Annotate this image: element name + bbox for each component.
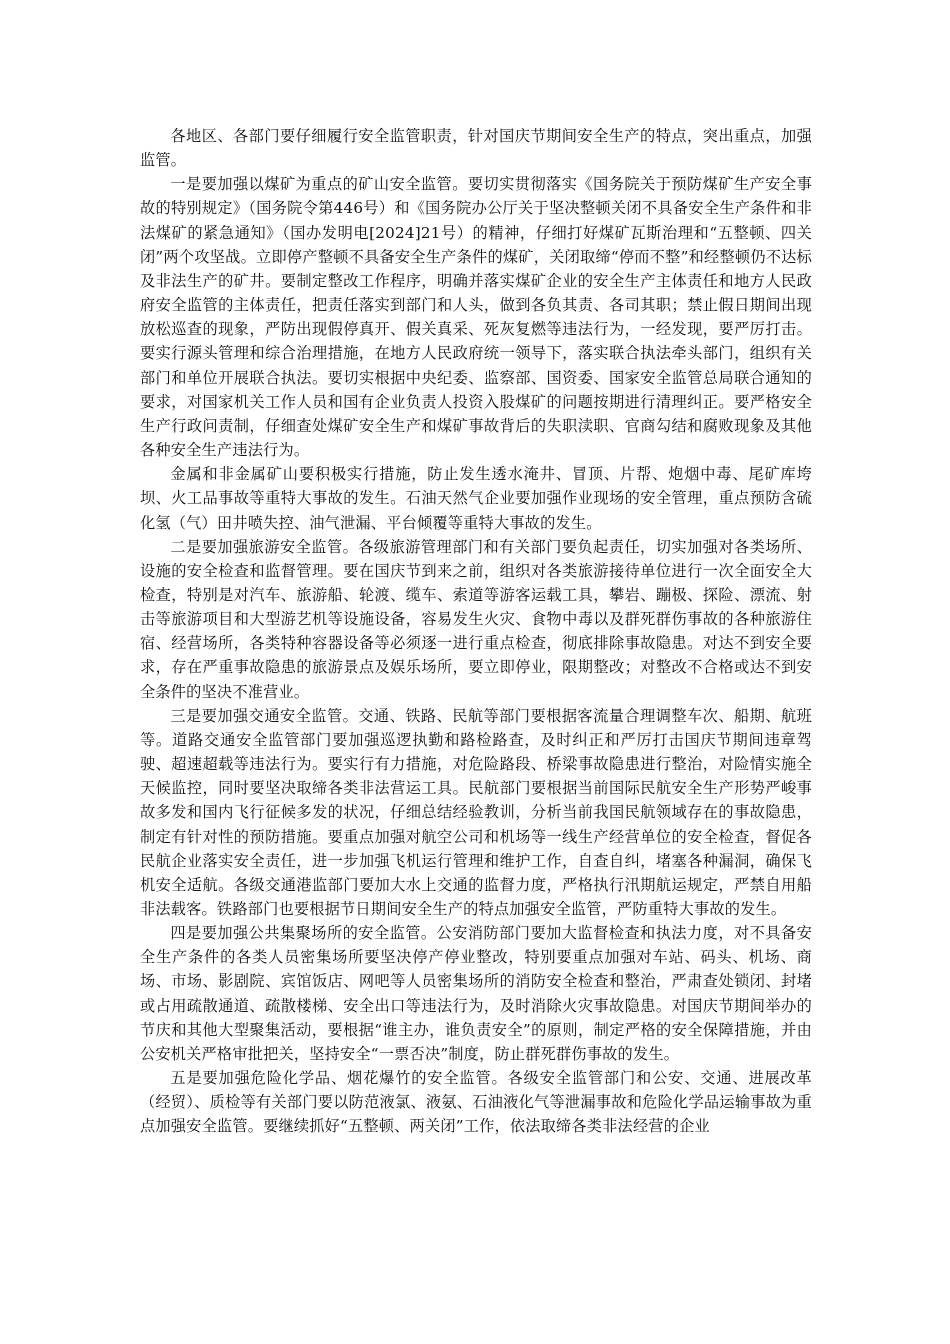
paragraph-intro: 各地区、各部门要仔细履行安全监管职责，针对国庆节期间安全生产的特点，突出重点，加强监管。 bbox=[140, 127, 812, 170]
paragraph-mine-safety: 一是要加强以煤矿为重点的矿山安全监管。要切实贯彻落实《国务院关于预防煤矿生产安全事故的特别规定》（国务院令第446号）和《国务院办公厅关于坚决整顿关闭不具备安全生产条件和非法煤矿的紧急通知》（国办发明电[2024]21号）的精神，仔细打好煤矿瓦斯治理和“五整顿、四关闭”两个攻坚战。立即停产整顿不具备安全生产条件的煤矿，关闭取缔“停而不整”和经整顿仍不达标及非法生产的矿井。要制定整改工作程序，明确并落实煤矿企业的安全生产主体责任和地方人民政府安全监管的主体责任，把责任落实到部门和人头，做到各负其责、各司其职；禁止假日期间出现放松巡查的现象，严防出现假停真开、假关真采、死灰复燃等违法行为，一经发现，要严厉打击。要实行源头管理和综合治理措施，在地方人民政府统一领导下，落实联合执法牵头部门，组织有关部门和单位开展联合执法。要切实根据中央纪委、监察部、国资委、国家安全监管总局联合通知的要求，对国家机关工作人员和国有企业负责人投资入股煤矿的问题按期进行清理纠正。要严格安全生产行政问责制，仔细查处煤矿安全生产和煤矿事故背后的失职渎职、官商勾结和腐败现象及其他各种安全生产违法行为。 bbox=[140, 175, 812, 460]
paragraph-traffic-safety: 三是要加强交通安全监管。交通、铁路、民航等部门要根据客流量合理调整车次、船期、航班等。道路交通安全监管部门要加强巡逻执勤和路检路查，及时纠正和严厉打击国庆节期间违章驾驶、超速超载等违法行为。要实行有力措施，对危险路段、桥梁事故隐患进行整治，对险情实施全天候监控，同时要坚决取缔各类非法营运工具。民航部门要根据当前国际民航安全生产形势严峻事故多发和国内飞行征候多发的状况，仔细总结经验教训，分析当前我国民航领域存在的事故隐患，制定有针对性的预防措施。要重点加强对航空公司和机场等一线生产经营单位的安全检查，督促各民航企业落实安全责任，进一步加强飞机运行管理和维护工作，自查自纠，堵塞各种漏洞，确保飞机安全适航。各级交通港监部门要加大水上交通的监督力度，严格执行汛期航运规定，严禁自用船非法载客。铁路部门也要根据节日期间安全生产的特点加强安全监管，严防重特大事故的发生。 bbox=[140, 706, 812, 918]
document-body bbox=[140, 124, 812, 1139]
paragraph-metal-mines: 金属和非金属矿山要积极实行措施，防止发生透水淹井、冒顶、片帮、炮烟中毒、尾矿库垮坝、火工品事故等重特大事故的发生。石油天然气企业要加强作业现场的安全管理，重点预防含硫化氢（气）田井喷失控、油气泄漏、平台倾覆等重特大事故的发生。 bbox=[140, 465, 812, 532]
paragraph-hazardous-chemicals: 五是要加强危险化学品、烟花爆竹的安全监管。各级安全监管部门和公安、交通、进展改革（经贸）、质检等有关部门要以防范液氯、液氨、石油液化气等泄漏事故和危险化学品运输事故为重点加强安全监管。要继续抓好“五整顿、两关闭”工作，依法取缔各类非法经营的企业 bbox=[140, 1069, 812, 1136]
paragraph-public-venues: 四是要加强公共集聚场所的安全监管。公安消防部门要加大监督检查和执法力度，对不具备安全生产条件的各类人员密集场所要坚决停产停业整改，特别要重点加强对车站、码头、机场、商场、市场、影剧院、宾馆饭店、网吧等人员密集场所的消防安全检查和整治，严肃查处锁闭、封堵或占用疏散通道、疏散楼梯、安全出口等违法行为，及时消除火灾事故隐患。对国庆节期间举办的节庆和其他大型聚集活动，要根据“谁主办，谁负责安全”的原则，制定严格的安全保障措施，并由公安机关严格审批把关，坚持安全“一票否决”制度，防止群死群伤事故的发生。 bbox=[140, 924, 812, 1063]
paragraph-tourism-safety: 二是要加强旅游安全监管。各级旅游管理部门和有关部门要负起责任，切实加强对各类场所、设施的安全检查和监督管理。要在国庆节到来之前，组织对各类旅游接待单位进行一次全面安全大检查，特别是对汽车、旅游船、轮渡、缆车、索道等游客运载工具，攀岩、蹦极、探险、漂流、射击等旅游项目和大型游艺机等设施设备，容易发生火灾、食物中毒以及群死群伤事故的各种旅游住宿、经营场所，各类特种容器设备等必须逐一进行重点检查，彻底排除事故隐患。对达不到安全要求，存在严重事故隐患的旅游景点及娱乐场所，要立即停业，限期整改；对整改不合格或达不到安全条件的坚决不准营业。 bbox=[140, 537, 812, 701]
